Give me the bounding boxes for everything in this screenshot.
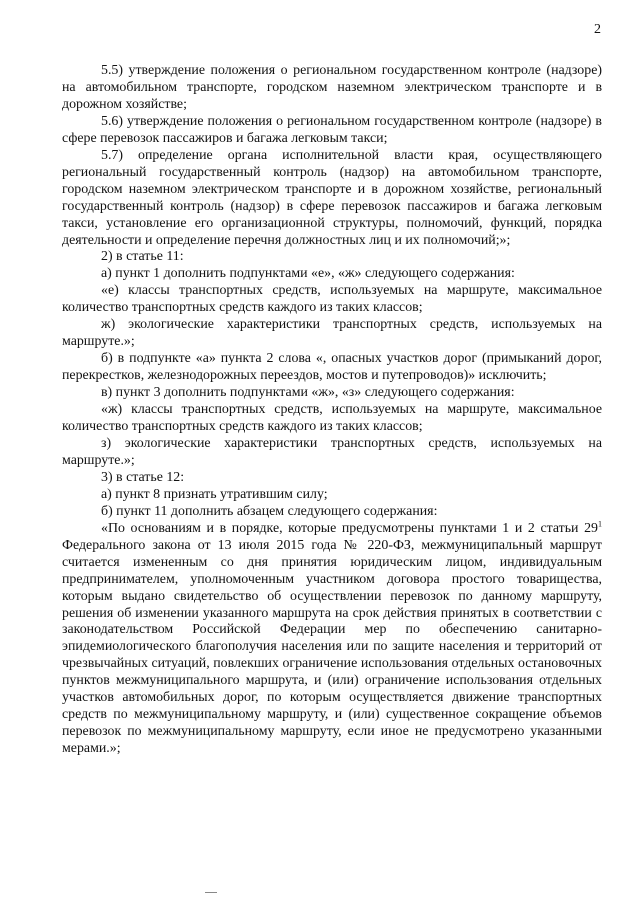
paragraph-11-v-z: з) экологические характеристики транспортных средств, используемых на маршруте.»; (62, 435, 602, 468)
paragraph-11-a-e: «е) классы транспортных средств, используемых на маршруте, максимальное количество транспортных средств каждого из таких классов; (62, 283, 602, 316)
paragraph-11-v: в) пункт 3 дополнить подпунктами «ж», «з» следующего содержания: (101, 385, 515, 401)
paragraph-article-11: 2) в статье 11: (101, 249, 184, 265)
paragraph-5-6: 5.6) утверждение положения о региональном государственном контроле (надзоре) в сфере перевозок пассажиров и багажа легковым такси; (62, 113, 602, 146)
document-body (62, 63, 602, 758)
paragraph-12-b: б) пункт 11 дополнить абзацем следующего содержания: (101, 503, 438, 519)
footer-mark (205, 892, 217, 893)
quote-start: «По основаниям и в порядке, которые предусмотрены пунктами 1 и 2 статьи 29 (101, 520, 598, 536)
paragraph-new-text (62, 521, 602, 758)
article-superscript: 1 (598, 519, 602, 529)
paragraph-11-a: а) пункт 1 дополнить подпунктами «е», «ж» следующего содержания: (101, 266, 515, 282)
paragraph-5-7: 5.7) определение органа исполнительной власти края, осуществляющего региональный государственный контроль (надзор) на автомобильном транспорте, городском наземном электрическом транспорте и в дорожном хозяйстве, региональный государственный контроль (надзор) в сфере перевозок пассажиров и багажа легковым такси, установление его организационной структуры, полномочий, функций, порядка деятельности и определение перечня должностных лиц и их полномочий;»; (62, 147, 602, 248)
paragraph-article-12: 3) в статье 12: (101, 469, 185, 485)
paragraph-11-a-zh: ж) экологические характеристики транспортных средств, используемых на маршруте.»; (62, 317, 602, 350)
page-number: 2 (594, 22, 601, 37)
paragraph-12-a: а) пункт 8 признать утратившим силу; (101, 486, 328, 502)
quote-rest: Федерального закона от 13 июля 2015 года № 220-ФЗ, межмуниципальный маршрут считается измененным со дня принятия юридическим лицом, индивидуальным предпринимателем, уполномоченным участником договора простого товарищества, которым выдано свидетельство об осуществлении перевозок по данному маршруту, решения об изменении указанного маршрута на срок действия принятых в соответствии с законодательством Российской Федерации мер по обеспечению санитарно-эпидемиологического благополучия населения или по защите населения и территорий от чрезвычайных ситуаций, повлекших ограничение использования отдельных остановочных пунктов межмуниципального маршрута, и (или) ограничение использования отдельных участков автомобильных дорог, по которым осуществляется движение транспортных средств по межмуниципальному маршруту, и (или) существенное сокращение объемов перевозок по межмуниципальному маршруту, если иное не предусмотрено указанными мерами.»; (62, 537, 602, 757)
paragraph-11-b: б) в подпункте «а» пункта 2 слова «, опасных участков дорог (примыканий дорог, перекрестков, железнодорожных переездов, мостов и путепроводов)» исключить; (62, 351, 602, 384)
paragraph-5-5: 5.5) утверждение положения о региональном государственном контроле (надзоре) на автомобильном транспорте, городском наземном электрическом транспорте и в дорожном хозяйстве; (62, 63, 602, 112)
paragraph-11-v-zh: «ж) классы транспортных средств, используемых на маршруте, максимальное количество транспортных средств каждого из таких классов; (62, 402, 602, 435)
